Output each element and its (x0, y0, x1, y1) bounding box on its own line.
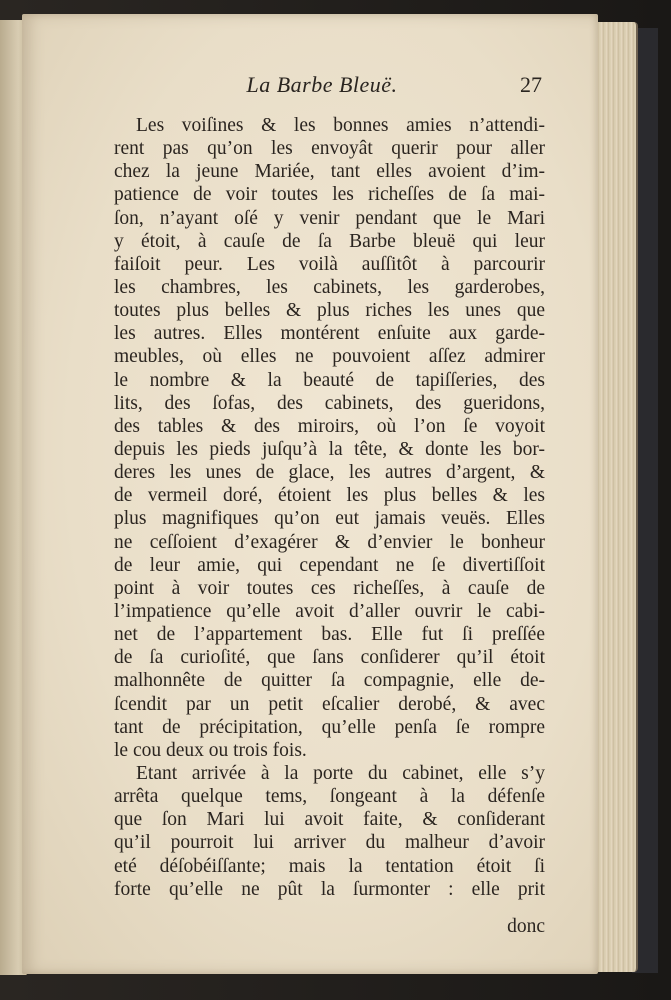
text-line: lits, des ſofas, des cabinets, des gueridons, (114, 392, 545, 414)
catchword: donc (507, 916, 545, 937)
book-page (22, 14, 598, 974)
text-line: forte qu’elle ne pût la ſurmonter : elle prit (114, 878, 545, 900)
text-line: chez la jeune Mariée, tant elles avoient d’im- (114, 161, 545, 183)
running-head (22, 72, 598, 102)
text-line: toutes plus belles & plus riches les unes que (114, 300, 545, 322)
text-line: tant de précipitation, qu’elle penſa ſe rompre (114, 716, 545, 738)
text-line: l’impatience qu’elle avoit d’aller ouvrir le cabi- (114, 600, 545, 622)
text-line: les autres. Elles montérent enſuite aux garde- (114, 323, 545, 345)
text-line: faiſoit peur. Les voilà auſſitôt à parcourir (114, 253, 545, 275)
text-line: y étoit, à cauſe de ſa Barbe bleuë qui leur (114, 230, 545, 252)
text-line: depuis les pieds juſqu’à la tête, & donte les bor- (114, 438, 545, 460)
text-line: le cou deux ou trois fois. (114, 739, 307, 761)
text-line: des tables & des miroirs, où l’on ſe voyoit (114, 415, 545, 437)
text-line: net de l’appartement bas. Elle fut ſi preſſée (114, 624, 545, 646)
text-line: le nombre & la beauté de tapiſſeries, des (114, 369, 545, 391)
text-line: patience de voir toutes les richeſſes de ſa mai- (114, 184, 545, 206)
text-line: ſcendit par un petit eſcalier derobé, & avec (114, 693, 545, 715)
text-line: eté déſobéiſſante; mais la tentation étoit ſi (114, 855, 545, 877)
text-line: deres les unes de glace, les autres d’argent, & (114, 462, 545, 484)
text-line: de vermeil doré, étoient les plus belles & les (114, 485, 545, 507)
running-head-title: La Barbe Bleuë. (246, 72, 398, 97)
text-line: plus magnifiques qu’on eut jamais veuës. Elles (114, 508, 545, 530)
text-line: de ſa curioſité, que ſans conſiderer qu’il étoit (114, 647, 545, 669)
text-line: que ſon Mari lui avoit faite, & conſiderant (114, 809, 545, 831)
text-line: Les voiſines & les bonnes amies n’attendi- (136, 115, 545, 136)
text-line: arrêta quelque tems, ſongeant à la défenſe (114, 786, 545, 808)
text-line: ne ceſſoient d’exagérer & d’envier le bonheur (114, 531, 545, 553)
text-line: point à voir toutes ces richeſſes, à cauſe de (114, 577, 545, 599)
text-line: Etant arrivée à la porte du cabinet, elle s’y (136, 762, 545, 784)
text-line: de leur amie, qui cependant ne ſe divertiſſoit (114, 554, 545, 576)
text-line: les chambres, les cabinets, les garderobes, (114, 276, 545, 298)
text-line: qu’il pourroit lui arriver du malheur d’avoir (114, 832, 545, 854)
text-line: meubles, où elles ne pouvoient aſſez admirer (114, 346, 545, 368)
text-line: ſon, n’ayant oſé y venir pendant que le Mari (114, 207, 545, 229)
text-line: malhonnête de quitter ſa compagnie, elle de- (114, 670, 545, 692)
text-line: rent pas qu’on les envoyât querir pour aller (114, 138, 545, 160)
page-number: 27 (520, 72, 542, 97)
body-text (114, 114, 545, 901)
